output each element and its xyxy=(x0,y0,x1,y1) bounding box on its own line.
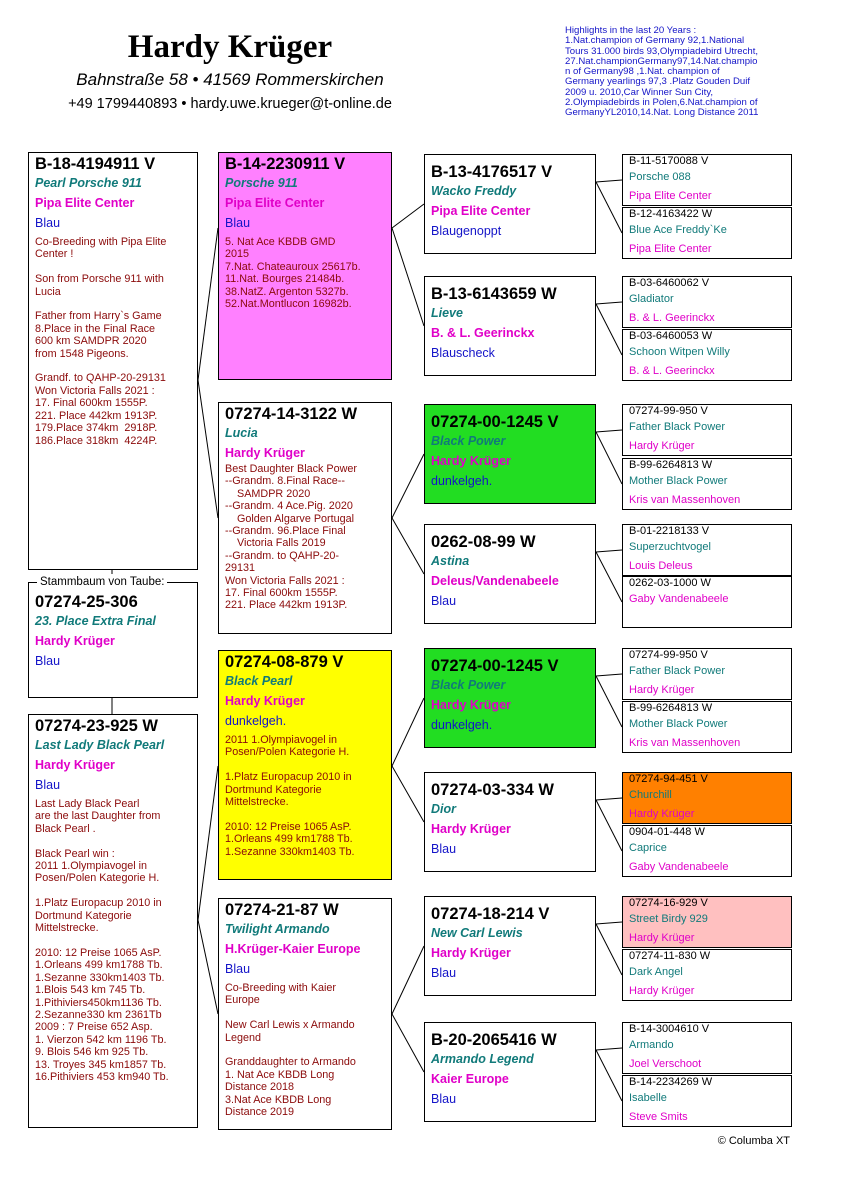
great-great-grandparent-name: Superzuchtvogel xyxy=(629,541,711,553)
grandparent-owner: Hardy Krüger xyxy=(225,446,305,460)
great-great-grandparent-owner: Gaby Vandenabeele xyxy=(629,593,729,605)
great-grandparent-ring: B-13-4176517 V xyxy=(431,163,553,181)
breeder-name: Hardy Krüger xyxy=(127,29,333,65)
great-great-grandparent-name: Blue Ace Freddy`Ke xyxy=(629,224,727,236)
great-grandparent-ring: 0262-08-99 W xyxy=(431,533,536,551)
great-grandparent-ring: B-20-2065416 W xyxy=(431,1031,557,1049)
great-great-grandparent-card xyxy=(622,949,792,1001)
great-great-grandparent-ring: B-03-6460062 V xyxy=(629,277,710,289)
great-great-grandparent-ring: B-11-5170088 V xyxy=(629,155,709,167)
great-great-grandparent-card xyxy=(622,458,792,510)
great-great-grandparent-card xyxy=(622,772,792,824)
great-grandparent-card xyxy=(424,276,596,376)
great-great-grandparent-owner: Steve Smits xyxy=(629,1111,688,1123)
great-grandparent-owner: Hardy Krüger xyxy=(431,946,511,960)
grandparent-owner: Hardy Krüger xyxy=(225,694,305,708)
grandparent-name: Twilight Armando xyxy=(225,922,330,936)
grandparent-name: Black Pearl xyxy=(225,674,293,688)
great-grandparent-color: Blau xyxy=(431,594,457,608)
subject-ring: 07274-25-306 xyxy=(35,593,138,611)
great-grandparent-name: Astina xyxy=(431,554,470,568)
great-grandparent-card xyxy=(424,1022,596,1122)
great-great-grandparent-owner: Hardy Krüger xyxy=(629,808,695,820)
great-grandparent-color: Blaugenoppt xyxy=(431,224,502,238)
great-great-grandparent-ring: 07274-11-830 W xyxy=(629,950,711,962)
great-great-grandparent-name: Dark Angel xyxy=(629,966,683,978)
great-great-grandparent-name: Caprice xyxy=(629,842,667,854)
great-great-grandparent-owner: Pipa Elite Center xyxy=(629,243,712,255)
great-great-grandparent-ring: B-99-6264813 W xyxy=(629,702,713,714)
great-grandparent-color: dunkelgeh. xyxy=(431,474,493,488)
great-grandparent-card xyxy=(424,896,596,996)
great-grandparent-card xyxy=(424,404,596,504)
great-great-grandparent-name: Mother Black Power xyxy=(629,475,728,487)
grandparent-info: 2011 1.Olympiavogel in Posen/Polen Kategorie H. 1.Platz Europacup 2010 in Dortmund Kategorie Mittelstrecke. 2010: 12 Preise 1065 AsP. 1.Orleans 499 km1788 Tb. 1.Sezanne 330km1403 Tb. xyxy=(225,734,355,858)
grandparent-card xyxy=(218,898,392,1130)
great-grandparent-color: dunkelgeh. xyxy=(431,718,493,732)
great-great-grandparent-ring: B-14-3004610 V xyxy=(629,1023,710,1035)
great-grandparent-ring: B-13-6143659 W xyxy=(431,285,557,303)
grandparent-owner: H.Krüger-Kaier Europe xyxy=(225,942,361,956)
great-great-grandparent-name: Armando xyxy=(629,1039,674,1051)
great-great-grandparent-owner: Louis Deleus xyxy=(629,560,693,572)
grandparent-card xyxy=(218,402,392,634)
great-great-grandparent-owner: Hardy Krüger xyxy=(629,932,695,944)
subject-owner: Hardy Krüger xyxy=(35,634,115,648)
breeder-address: Bahnstraße 58 • 41569 Rommerskirchen xyxy=(76,70,384,89)
great-great-grandparent-ring: 07274-94-451 V xyxy=(629,773,708,785)
great-great-grandparent-ring: B-03-6460053 W xyxy=(629,330,713,342)
great-grandparent-card xyxy=(424,524,596,624)
great-grandparent-name: Lieve xyxy=(431,306,463,320)
great-grandparent-ring: 07274-00-1245 V xyxy=(431,657,559,675)
great-great-grandparent-owner: Hardy Krüger xyxy=(629,440,695,452)
great-great-grandparent-owner: B. & L. Geerinckx xyxy=(629,312,715,324)
great-great-grandparent-ring: 07274-16-929 V xyxy=(629,897,708,909)
great-great-grandparent-name: Porsche 088 xyxy=(629,171,691,183)
great-great-grandparent-owner: B. & L. Geerinckx xyxy=(629,365,715,377)
grandparent-ring: 07274-14-3122 W xyxy=(225,405,358,423)
great-great-grandparent-card xyxy=(622,1022,792,1074)
great-great-grandparent-card xyxy=(622,329,792,381)
great-great-grandparent-owner: Joel Verschoot xyxy=(629,1058,702,1070)
great-grandparent-owner: Kaier Europe xyxy=(431,1072,509,1086)
grandparent-ring: B-14-2230911 V xyxy=(225,155,346,173)
great-great-grandparent-ring: B-99-6264813 W xyxy=(629,459,713,471)
father-name: Pearl Porsche 911 xyxy=(35,176,142,190)
grandparent-owner: Pipa Elite Center xyxy=(225,196,325,210)
great-grandparent-color: Blau xyxy=(431,1092,457,1106)
father-info: Co-Breeding with Pipa Elite Center ! Son from Porsche 911 with Lucia Father from Harry`s Game 8.Place in the Final Race 600 km SAMDPR 2020 from 1548 Pigeons. Grandf. to QAHP-20-29131 Won Victoria Falls 2021 : 17. Final 600km 1555P. 221. Place 442km 1913P. 179.Place 374km 2918P. 186.Place 318km 4224P. xyxy=(35,236,167,447)
breeder-contact: +49 1799440893 • hardy.uwe.krueger@t-online.de xyxy=(68,96,392,112)
great-great-grandparent-ring: B-01-2218133 V xyxy=(629,525,710,537)
subject-color: Blau xyxy=(35,654,61,668)
great-great-grandparent-ring: 07274-99-950 V xyxy=(629,405,708,417)
subject-legend: Stammbaum von Taube: xyxy=(37,574,167,590)
grandparent-color: Blau xyxy=(225,962,251,976)
great-great-grandparent-name: Street Birdy 929 xyxy=(629,913,708,925)
great-great-grandparent-card xyxy=(622,896,792,948)
great-great-grandparent-card xyxy=(622,404,792,456)
great-grandparent-owner: Pipa Elite Center xyxy=(431,204,531,218)
mother-color: Blau xyxy=(35,778,61,792)
great-great-grandparent-name: Churchill xyxy=(629,789,672,801)
grandparent-info: 5. Nat Ace KBDB GMD 2015 7.Nat. Chateauroux 25617b. 11.Nat. Bourges 21484b. 38.NatZ. Argenton 5327b. 52.Nat.Montlucon 16982b. xyxy=(225,236,361,311)
great-great-grandparent-owner: Kris van Massenhoven xyxy=(629,494,741,506)
great-grandparent-owner: Hardy Krüger xyxy=(431,698,511,712)
great-great-grandparent-name: Father Black Power xyxy=(629,421,725,433)
great-great-grandparent-card xyxy=(622,154,792,206)
great-grandparent-color: Blau xyxy=(431,842,457,856)
grandparent-card xyxy=(218,650,392,880)
great-grandparent-name: Armando Legend xyxy=(431,1052,534,1066)
great-grandparent-owner: Hardy Krüger xyxy=(431,822,511,836)
grandparent-ring: 07274-21-87 W xyxy=(225,901,339,919)
great-great-grandparent-owner: Hardy Krüger xyxy=(629,985,695,997)
grandparent-name: Porsche 911 xyxy=(225,176,298,190)
great-great-grandparent-ring: B-12-4163422 W xyxy=(629,208,713,220)
mother-card xyxy=(28,714,198,1128)
great-great-grandparent-name: Mother Black Power xyxy=(629,718,728,730)
great-great-grandparent-ring: 0262-03-1000 W xyxy=(629,577,711,589)
great-great-grandparent-ring: B-14-2234269 W xyxy=(629,1076,713,1088)
great-great-grandparent-name: Isabelle xyxy=(629,1092,667,1104)
great-great-grandparent-owner: Pipa Elite Center xyxy=(629,190,712,202)
great-great-grandparent-card xyxy=(622,825,792,877)
great-great-grandparent-ring: 07274-99-950 V xyxy=(629,649,708,661)
mother-info: Last Lady Black Pearl are the last Daughter from Black Pearl . Black Pearl win : 2011 1.Olympiavogel in Posen/Polen Kategorie H. 1.Platz Europacup 2010 in Dortmund Kategorie Mittelstrecke. 2010: 12 Preise 1065 AsP. 1.Orleans 499 km1788 Tb. 1.Sezanne 330km1403 Tb. 1.Blois 543 km 745 Tb. 1.Pithiviers450km1136 Tb. 2.Sezanne330 km 2361Tb 2009 : 7 Preise 652 Asp. 1. Vierzon 542 km 1196 Tb. 9. Blois 546 km 925 Tb. 13. Troyes 345 km1857 Tb. 16.Pithiviers 453 km940 Tb. xyxy=(35,798,169,1083)
great-grandparent-color: Blau xyxy=(431,966,457,980)
great-great-grandparent-name: Schoon Witpen Willy xyxy=(629,346,730,358)
great-great-grandparent-card xyxy=(622,648,792,700)
grandparent-info: Co-Breeding with Kaier Europe New Carl Lewis x Armando Legend Granddaughter to Armando 1. Nat Ace KBDB Long Distance 2018 3.Nat Ace KBDB Long Distance 2019 xyxy=(225,982,356,1119)
great-great-grandparent-card xyxy=(622,1075,792,1127)
subject-card xyxy=(28,576,198,698)
grandparent-color: dunkelgeh. xyxy=(225,714,287,728)
great-grandparent-ring: 07274-18-214 V xyxy=(431,905,550,923)
mother-name: Last Lady Black Pearl xyxy=(35,738,165,752)
grandparent-card xyxy=(218,152,392,380)
great-grandparent-ring: 07274-03-334 W xyxy=(431,781,554,799)
great-grandparent-ring: 07274-00-1245 V xyxy=(431,413,559,431)
great-grandparent-card xyxy=(424,648,596,748)
great-grandparent-owner: Hardy Krüger xyxy=(431,454,511,468)
grandparent-color: Blau xyxy=(225,216,251,230)
great-great-grandparent-owner: Gaby Vandenabeele xyxy=(629,861,729,873)
great-great-grandparent-card xyxy=(622,524,792,576)
copyright-text: © Columba XT xyxy=(717,1135,790,1147)
grandparent-name: Lucia xyxy=(225,426,258,440)
mother-owner: Hardy Krüger xyxy=(35,758,115,772)
great-great-grandparent-name: Gladiator xyxy=(629,293,674,305)
great-great-grandparent-owner: Kris van Massenhoven xyxy=(629,737,741,749)
highlights-text: Highlights in the last 20 Years : 1.Nat.champion of Germany 92,1.National Tours 31.000 birds 93,Olympiadebird Utrecht, 27.Nat.championGermany97,14.Nat.champio n of Germany98 ,1.Nat. champion of Germany yearlings 97,3 .Platz Gouden Duif 2009 u. 2010,Car Winner Sun City, 2.Olympiadebirds in Polen,6.Nat.champion of GermanyYL2010,14.Nat. Long Distance 2011 xyxy=(565,25,759,119)
great-grandparent-name: Black Power xyxy=(431,678,506,692)
great-great-grandparent-card xyxy=(622,276,792,328)
great-great-grandparent-card xyxy=(622,576,792,628)
great-grandparent-card xyxy=(424,154,596,254)
great-great-grandparent-card xyxy=(622,701,792,753)
great-grandparent-card xyxy=(424,772,596,872)
mother-ring: 07274-23-925 W xyxy=(35,717,158,735)
great-great-grandparent-ring: 0904-01-448 W xyxy=(629,826,705,838)
great-grandparent-name: New Carl Lewis xyxy=(431,926,523,940)
father-card xyxy=(28,152,198,570)
great-great-grandparent-card xyxy=(622,207,792,259)
father-ring: B-18-4194911 V xyxy=(35,155,156,173)
grandparent-ring: 07274-08-879 V xyxy=(225,653,344,671)
great-grandparent-owner: Deleus/Vandenabeele xyxy=(431,574,559,588)
great-grandparent-name: Dior xyxy=(431,802,456,816)
great-great-grandparent-name: Father Black Power xyxy=(629,665,725,677)
great-grandparent-name: Wacko Freddy xyxy=(431,184,517,198)
father-owner: Pipa Elite Center xyxy=(35,196,135,210)
great-grandparent-name: Black Power xyxy=(431,434,506,448)
subject-name: 23. Place Extra Final xyxy=(35,614,156,628)
great-grandparent-owner: B. & L. Geerinckx xyxy=(431,326,535,340)
grandparent-info: Best Daughter Black Power --Grandm. 8.Final Race-- SAMDPR 2020 --Grandm. 4 Ace.Pig. 2020 Golden Algarve Portugal --Grandm. 96.Place Final Victoria Falls 2019 --Grandm. to QAHP-20- 29131 Won Victoria Falls 2021 : 17. Final 600km 1555P. 221. Place 442km 1913P. xyxy=(225,463,358,612)
father-color: Blau xyxy=(35,216,61,230)
great-grandparent-color: Blauscheck xyxy=(431,346,495,360)
great-great-grandparent-owner: Hardy Krüger xyxy=(629,684,695,696)
